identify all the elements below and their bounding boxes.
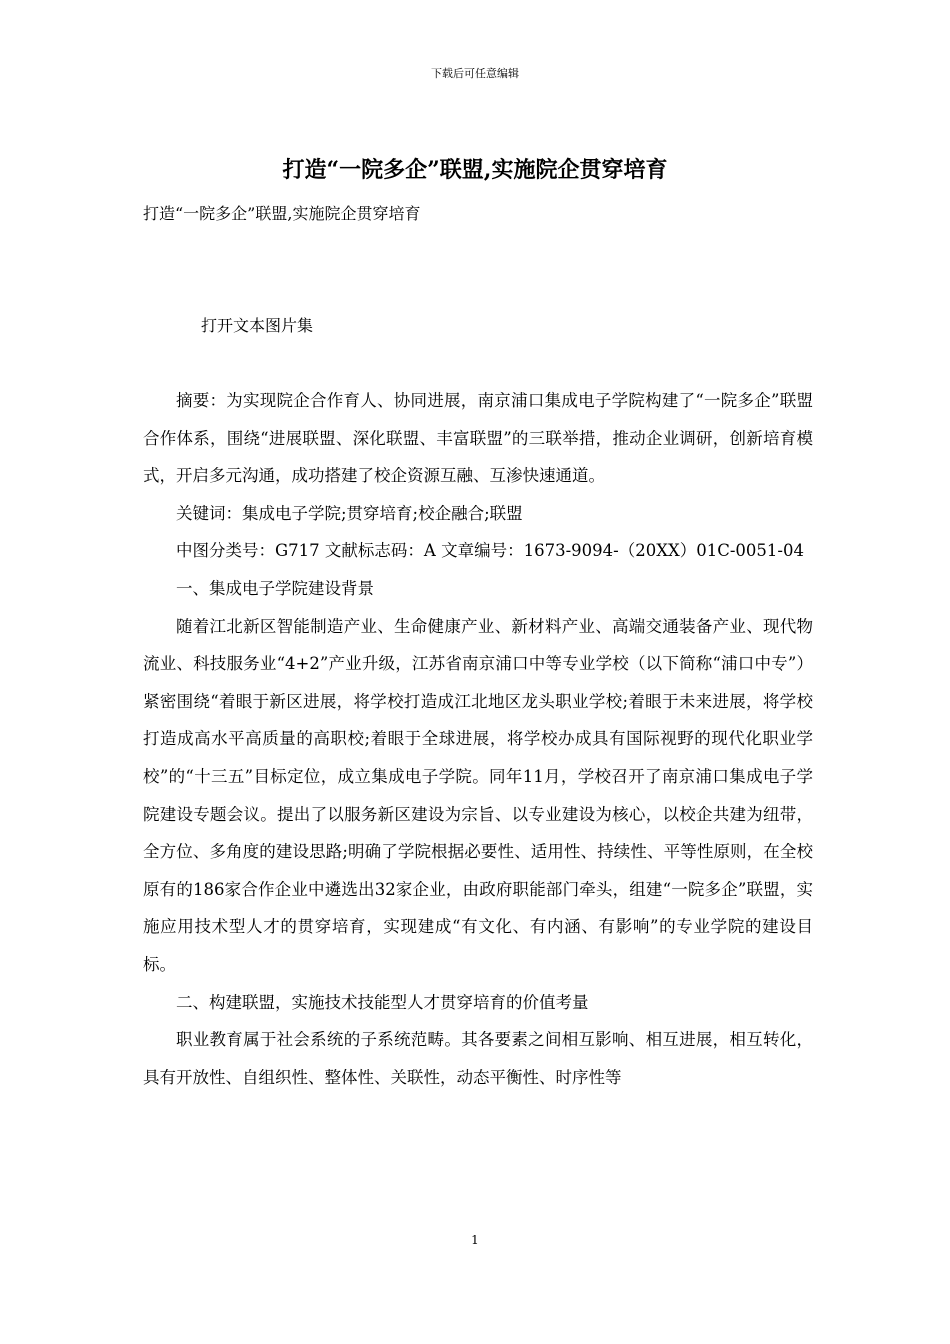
document-subtitle: 打造“一院多企”联盟,实施院企贯穿培育	[143, 204, 421, 223]
download-note: 下载后可任意编辑	[431, 67, 519, 80]
open-image-gallery-link[interactable]: 打开文本图片集	[201, 316, 314, 335]
document-title: 打造“一院多企”联盟,实施院企贯穿培育	[282, 157, 668, 183]
body-paragraph: 职业教育属于社会系统的子系统范畴。其各要素之间相互影响、相互进展，相互转化，具有开放性、自组织性、整体性、关联性，动态平衡性、时序性等	[143, 1030, 813, 1087]
section-heading-2: 二、构建联盟，实施技术技能型人才贯穿培育的价值考量	[176, 992, 589, 1012]
section-heading-1: 一、集成电子学院建设背景	[176, 578, 374, 598]
classification-paragraph: 中图分类号：G717 文献标志码：A 文章编号：1673-9094-（20XX）01C-0051-04	[176, 541, 804, 561]
document-body	[143, 382, 813, 1096]
keywords-paragraph: 关键词：集成电子学院;贯穿培育;校企融合;联盟	[176, 503, 523, 523]
abstract-paragraph: 摘要：为实现院企合作育人、协同进展，南京浦口集成电子学院构建了“一院多企”联盟合作体系，围绕“进展联盟、深化联盟、丰富联盟”的三联举措，推动企业调研，创新培育模式，开启多元沟通，成功搭建了校企资源互融、互渗快速通道。	[143, 391, 813, 486]
body-paragraph: 随着江北新区智能制造产业、生命健康产业、新材料产业、高端交通装备产业、现代物流业、科技服务业“4+2”产业升级，江苏省南京浦口中等专业学校（以下简称“浦口中专”）紧密围绕“着眼于新区进展，将学校打造成江北地区龙头职业学校;着眼于未来进展，将学校打造成高水平高质量的高职校;着眼于全球进展，将学校办成具有国际视野的现代化职业学校”的“十三五”目标定位，成立集成电子学院。同年11月，学校召开了南京浦口集成电子学院建设专题会议。提出了以服务新区建设为宗旨、以专业建设为核心，以校企共建为纽带，全方位、多角度的建设思路;明确了学院根据必要性、适用性、持续性、平等性原则，在全校原有的186家合作企业中遴选出32家企业，由政府职能部门牵头，组建“一院多企”联盟，实施应用技术型人才的贯穿培育，实现建成“有文化、有内涵、有影响”的专业学院的建设目标。	[143, 616, 813, 974]
page-number: 1	[471, 1233, 479, 1247]
